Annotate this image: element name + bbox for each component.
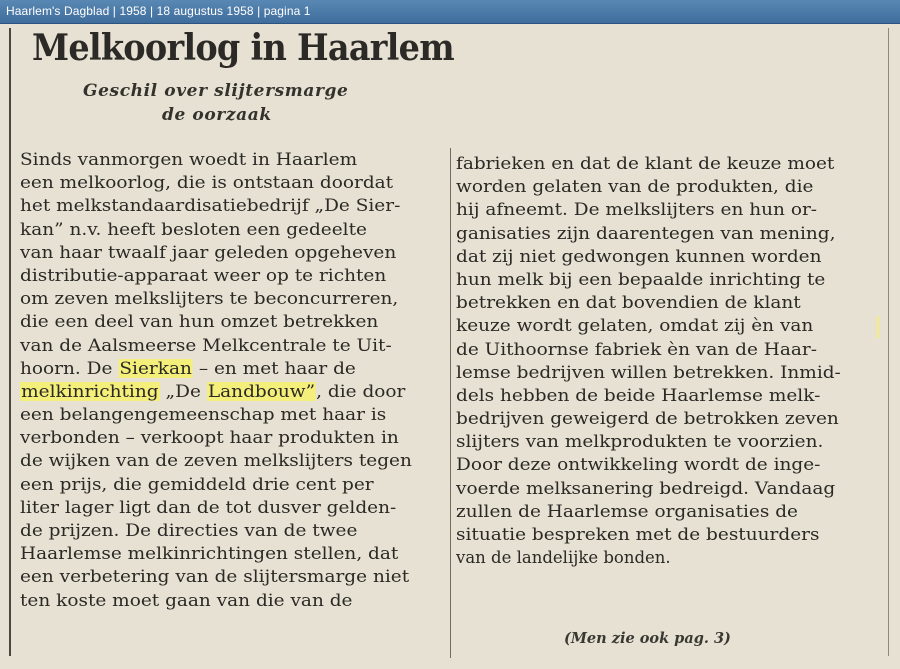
text-run: die een deel van hun omzet betrekken xyxy=(20,312,379,332)
text-run: slijters van melkprodukten te voorzien. xyxy=(456,432,824,452)
article-line xyxy=(456,291,876,314)
article-line xyxy=(456,361,876,384)
article-line-text xyxy=(20,310,378,333)
article-line xyxy=(456,430,876,453)
article-line-text xyxy=(20,519,357,542)
article-line xyxy=(20,426,438,449)
text-run: van haar twaalf jaar geleden opgeheven xyxy=(20,242,397,262)
article-line-text xyxy=(456,430,823,453)
highlighted-word: Landbouw” xyxy=(207,381,316,401)
text-run: betrekken en dat bovendien de klant xyxy=(456,293,801,313)
text-run: zullen de Haarlemse organisaties de xyxy=(456,501,798,521)
text-run: fabrieken en dat de klant de keuze moet xyxy=(456,154,835,173)
article-line-text xyxy=(456,245,822,268)
viewer-title-bar xyxy=(0,0,900,24)
article-line-text xyxy=(456,222,836,245)
text-run: keuze wordt gelaten, omdat zij èn van xyxy=(456,316,814,336)
article-line xyxy=(20,194,438,217)
article-line xyxy=(20,218,438,241)
text-run: „De xyxy=(159,381,207,401)
text-run: distributie-apparaat weer op te richten xyxy=(20,265,387,285)
text-run: een belangengemeenschap met haar is xyxy=(20,405,387,425)
article-line xyxy=(456,546,876,569)
article-line xyxy=(20,496,438,519)
article-line-text xyxy=(20,241,396,264)
article-line xyxy=(456,384,876,407)
article-line-text xyxy=(20,287,398,310)
source-caption: Haarlem's Dagblad | 1958 | 18 augustus 1958 | pagina 1 xyxy=(6,4,311,18)
article-line-text xyxy=(456,523,819,546)
article-line xyxy=(20,403,438,426)
highlight-mark xyxy=(877,316,879,338)
article-line-text xyxy=(456,198,817,221)
article-line-text xyxy=(20,473,374,496)
text-run: voerde melksanering bedreigd. Vandaag xyxy=(456,478,836,498)
article-line xyxy=(20,334,438,357)
article-line xyxy=(20,241,438,264)
article-line xyxy=(456,268,876,291)
text-run: een verbetering van de slijtersmarge niet xyxy=(20,567,410,587)
article-line xyxy=(20,542,438,565)
text-run: dels hebben de beide Haarlemse melk- xyxy=(456,385,821,405)
article-line xyxy=(456,152,876,175)
article-subheadline-line-1: Geschil over slijtersmarge xyxy=(83,81,349,101)
article-line-text xyxy=(20,148,357,171)
column-divider xyxy=(450,148,451,658)
article-line-text xyxy=(456,500,798,523)
text-run: de wijken van de zeven melkslijters tegen xyxy=(20,451,412,471)
article-line xyxy=(20,148,438,171)
article-line-text xyxy=(456,314,813,337)
article-line-text xyxy=(20,171,393,194)
article-line xyxy=(20,589,438,612)
article-line xyxy=(456,198,876,221)
article-line-text xyxy=(20,403,386,426)
text-run: de Uithoornse fabriek èn van de Haar- xyxy=(456,339,818,359)
highlighted-word: melkinrichting xyxy=(21,381,159,401)
right-border-rule xyxy=(888,28,889,656)
article-line-text xyxy=(20,542,398,565)
article-line-text xyxy=(20,426,399,449)
article-line-text xyxy=(456,175,813,198)
article-column-right xyxy=(456,152,876,569)
article-line-text xyxy=(20,565,409,588)
text-run: verbonden – verkoopt haar produkten in xyxy=(20,428,399,448)
text-run: dat zij niet gedwongen kunnen worden xyxy=(456,246,822,266)
article-line xyxy=(20,171,438,194)
article-line xyxy=(20,357,438,380)
article-line-text xyxy=(20,380,405,403)
article-line xyxy=(20,264,438,287)
text-run: worden gelaten van de produkten, die xyxy=(456,177,814,197)
article-line-text xyxy=(456,546,671,569)
article-line-text xyxy=(456,453,820,476)
text-run: , die door xyxy=(316,381,406,401)
text-run: Haarlemse melkinrichtingen stellen, dat xyxy=(20,544,399,564)
text-run: situatie bespreken met de bestuurders xyxy=(456,525,820,544)
article-line-text xyxy=(456,152,834,175)
text-run: van de Aalsmeerse Melkcentrale te Uit- xyxy=(20,335,392,355)
article-line xyxy=(456,453,876,476)
text-run: de prijzen. De directies van de twee xyxy=(20,521,358,540)
article-line xyxy=(20,565,438,588)
article-line xyxy=(456,477,876,500)
article-line-text xyxy=(20,218,367,241)
article-line-text xyxy=(456,291,801,314)
text-run: kan” n.v. heeft besloten een gedeelte xyxy=(20,219,367,239)
article-line-text xyxy=(20,357,356,380)
article-line xyxy=(20,310,438,333)
article-line xyxy=(20,519,438,542)
text-run: hij afneemt. De melkslijters en hun or- xyxy=(456,200,818,220)
article-line-text xyxy=(20,496,396,519)
article-line-text xyxy=(20,264,386,287)
article-line-text xyxy=(456,384,820,407)
article-line-text xyxy=(20,194,400,217)
text-run: van de landelijke bonden. xyxy=(456,548,671,568)
text-run: liter lager ligt dan de tot dusver gelden- xyxy=(20,497,397,517)
text-run: een melkoorlog, die is ontstaan doordat xyxy=(20,173,394,193)
article-line xyxy=(456,175,876,198)
article-line-text xyxy=(456,477,835,500)
text-run: Door deze ontwikkeling wordt de inge- xyxy=(456,455,821,475)
text-run: – en met haar de xyxy=(192,358,356,378)
article-line xyxy=(456,314,876,337)
article-line-text xyxy=(456,407,839,430)
text-run: bedrijven geweigerd de betrokken zeven xyxy=(456,409,839,429)
see-also-reference: (Men zie ook pag. 3) xyxy=(564,630,731,647)
article-column-left xyxy=(20,148,438,612)
text-run: een prijs, die gemiddeld drie cent per xyxy=(20,474,374,494)
article-line-text xyxy=(456,361,841,384)
text-run: hun melk bij een bepaalde inrichting te xyxy=(456,269,826,289)
article-line xyxy=(456,338,876,361)
article-line xyxy=(456,245,876,268)
article-line xyxy=(456,523,876,546)
article-line-text xyxy=(20,449,412,472)
article-line-text xyxy=(20,334,392,357)
text-run: ten koste moet gaan van die van de xyxy=(20,590,353,610)
article-line xyxy=(456,222,876,245)
article-line xyxy=(456,500,876,523)
left-border-rule xyxy=(9,28,11,656)
text-run: Sinds vanmorgen woedt in Haarlem xyxy=(20,150,358,169)
article-headline: Melkoorlog in Haarlem xyxy=(32,27,454,69)
text-run: lemse bedrijven willen betrekken. Inmid- xyxy=(456,362,841,382)
article-line xyxy=(20,287,438,310)
article-line-text xyxy=(456,338,817,361)
text-run: het melkstandaardisatiebedrijf „De Sier- xyxy=(20,196,401,216)
article-line xyxy=(456,407,876,430)
article-line xyxy=(20,449,438,472)
article-line-text xyxy=(20,589,353,612)
text-run: hoorn. De xyxy=(20,358,119,378)
text-run: om zeven melkslijters te beconcurreren, xyxy=(20,289,399,309)
highlighted-word: Sierkan xyxy=(119,358,192,378)
text-run: ganisaties zijn daarentegen van mening, xyxy=(456,223,836,243)
article-line xyxy=(20,380,438,403)
article-line xyxy=(20,473,438,496)
article-line-text xyxy=(456,268,825,291)
article-subheadline-line-2: de oorzaak xyxy=(162,105,272,125)
